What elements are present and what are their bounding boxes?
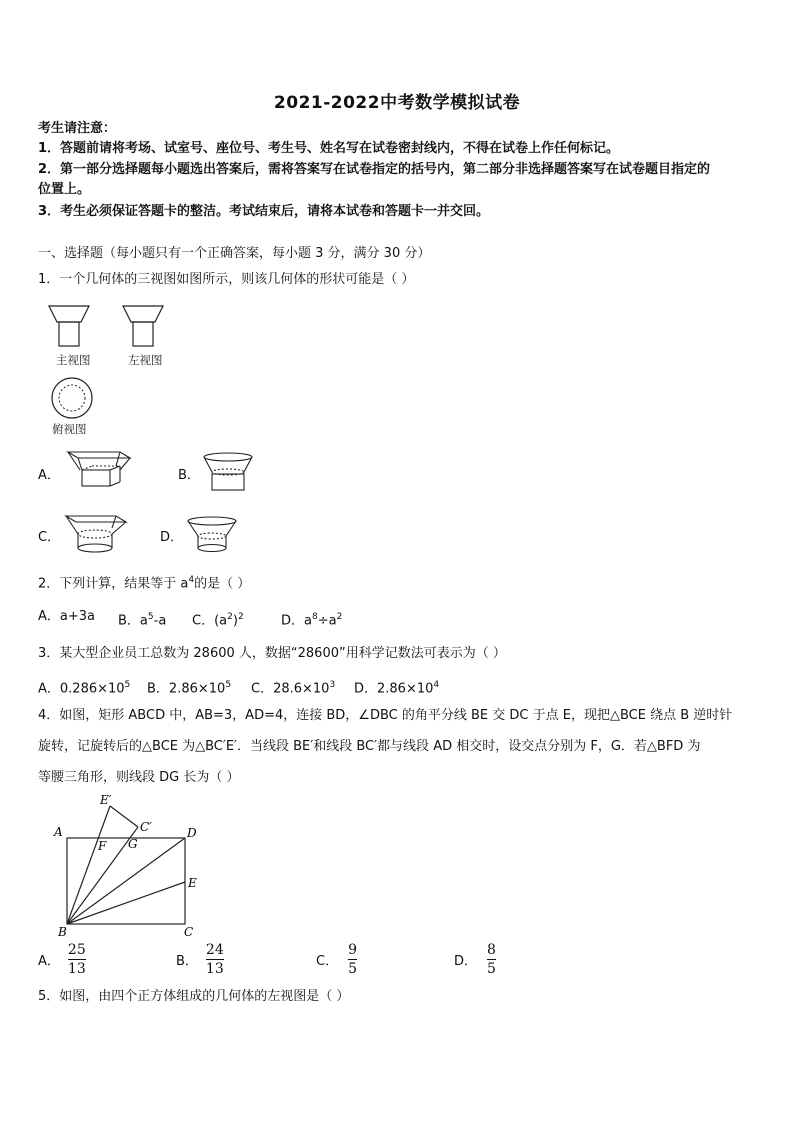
q3-option-b: B．$2.86\times 10^5$ — [147, 680, 232, 697]
q3-option-d: D．$2.86\times 10^4$ — [354, 680, 440, 697]
point-c-label: C — [184, 925, 194, 939]
q2-option-d: D．$a^8\div a^2$ — [281, 612, 343, 629]
point-e-prime-label: E′ — [100, 793, 112, 807]
left-view-drawing — [123, 306, 163, 346]
question-2-stem: 2．下列计算，结果等于 $a^4$的是（ ） — [38, 575, 251, 592]
q4-option-a: A． $\frac{25}{13}$ — [38, 942, 86, 977]
left-view-caption: 左视图 — [128, 353, 163, 367]
point-g-label: G — [128, 837, 138, 851]
front-view-drawing — [49, 306, 89, 346]
q1-option-b-solid — [200, 450, 260, 494]
point-c-prime-label: C′ — [140, 820, 152, 834]
top-view-drawing — [48, 376, 98, 422]
q1-option-c-label: C． — [38, 530, 61, 545]
rectangle-rotation-figure — [50, 790, 210, 940]
q4-option-b: B． $\frac{24}{13}$ — [176, 942, 224, 977]
point-e-label: E — [188, 876, 197, 890]
notice-item-1: 1．答题前请将考场、试室号、座位号、考生号、姓名写在试卷密封线内，不得在试卷上作任何标记。 — [38, 141, 620, 156]
point-b-label: B — [58, 925, 67, 939]
q2-option-b: B．$a^5-a$ — [118, 612, 167, 629]
question-4-line-2: 旋转，记旋转后的△BCE 为△BC′E′．当线段 BE′和线段 BC′都与线段 AD 相交时，设交点分别为 F，G．若△BFD 为 — [38, 739, 701, 754]
q1-option-c-solid — [62, 512, 132, 556]
segment-e-prime-c-prime — [110, 806, 138, 827]
page-title: 2021-2022中考数学模拟试卷 — [273, 93, 521, 113]
segment-be — [67, 882, 185, 924]
notice-item-2: 2．第一部分选择题每小题选出答案后，需将答案写在试卷指定的括号内，第二部分非选择题答案写在试卷题目指定的 — [38, 162, 711, 177]
question-4-line-3: 等腰三角形，则线段 DG 长为（ ） — [38, 770, 240, 785]
notice-heading: 考生请注意： — [38, 121, 117, 136]
q1-option-d-label: D． — [160, 530, 184, 545]
front-view-caption: 主视图 — [56, 353, 91, 367]
q1-option-a-label: A． — [38, 468, 60, 483]
q1-option-b-label: B． — [178, 468, 200, 483]
section-heading: 一、选择题（每小题只有一个正确答案，每小题 3 分，满分 30 分） — [38, 246, 431, 261]
q1-option-a-solid — [64, 448, 136, 492]
segment-bd — [67, 838, 185, 924]
q4-option-d: D． $\frac{8}{5}$ — [454, 942, 496, 977]
q1-option-d-solid — [184, 514, 244, 558]
segment-be-prime — [67, 806, 110, 924]
notice-item-3: 3．考生必须保证答题卡的整洁。考试结束后，请将本试卷和答题卡一并交回。 — [38, 204, 490, 219]
question-4-line-1: 4．如图，矩形 ABCD 中，AB=3，AD=4，连接 BD，∠DBC 的角平分线 BE 交 DC 于点 E，现把△BCE 绕点 B 逆时针 — [38, 708, 733, 723]
notice-item-2-cont: 位置上。 — [38, 182, 91, 197]
question-5-stem: 5．如图，由四个正方体组成的几何体的左视图是（ ） — [38, 989, 350, 1004]
point-f-label: F — [98, 839, 107, 853]
q4-option-c: C． $\frac{9}{5}$ — [316, 942, 357, 977]
q2-option-c: C．$(a^2)^2$ — [192, 612, 244, 629]
top-view-caption: 俯视图 — [52, 422, 87, 436]
question-3-stem: 3．某大型企业员工总数为 28600 人，数据“28600”用科学记数法可表示为（ ） — [38, 646, 506, 661]
question-1-stem: 1．一个几何体的三视图如图所示，则该几何体的形状可能是（ ） — [38, 272, 415, 287]
q2-option-a: A．a+3a — [38, 609, 95, 624]
q3-option-a: A．$0.286\times 10^5$ — [38, 680, 131, 697]
point-a-label: A — [54, 825, 63, 839]
q3-option-c: C．$28.6\times 10^3$ — [251, 680, 336, 697]
point-d-label: D — [187, 826, 197, 840]
